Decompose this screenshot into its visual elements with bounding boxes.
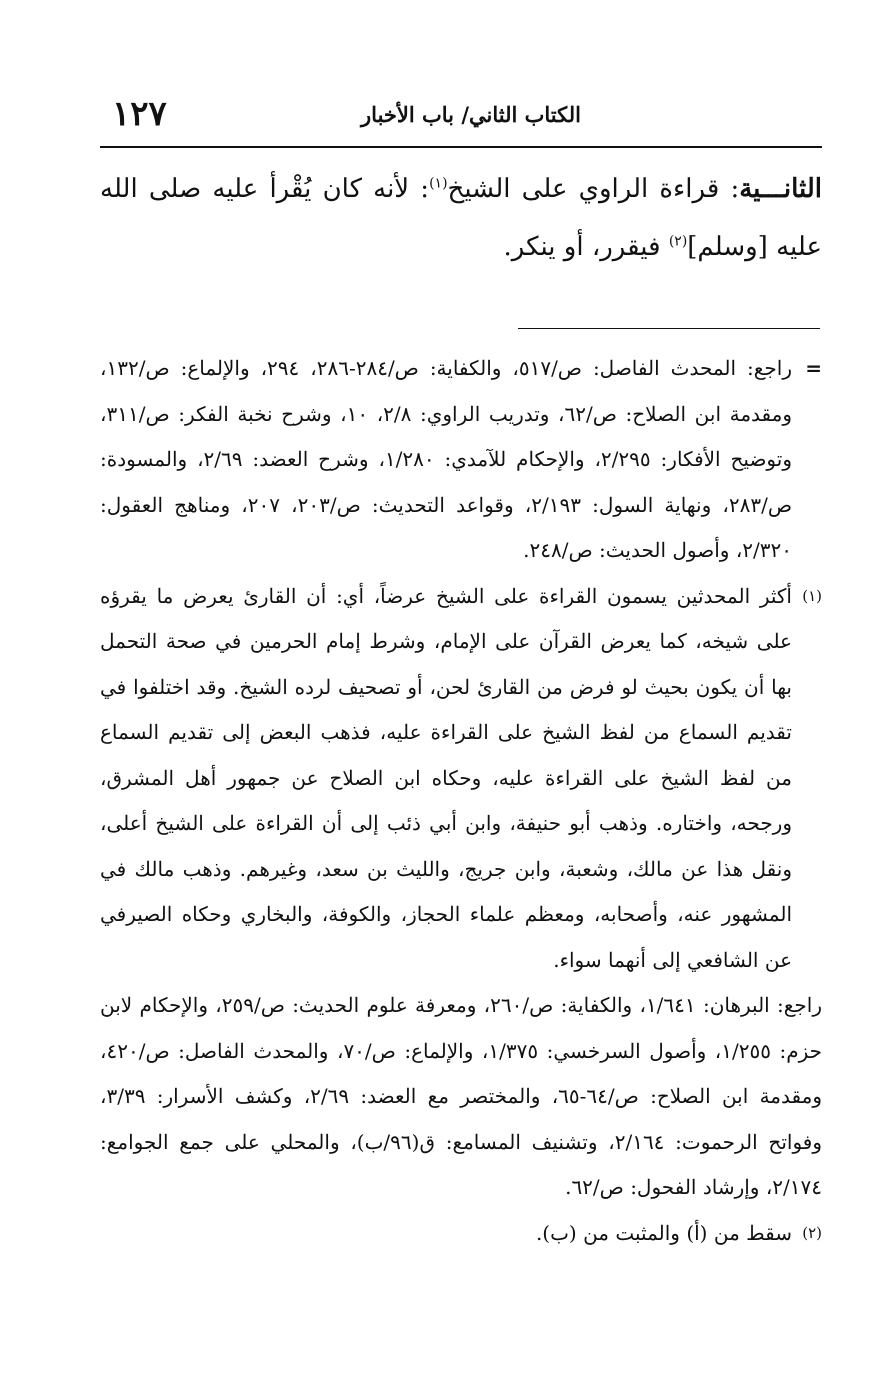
footnote-1-refs-text: راجع: البرهان: ١/٦٤١، والكفاية: ص/٢٦٠، ومعرفة علوم الحديث: ص/٢٥٩، والإحكام لابن حزم: ١/٢٥٥، وأصول السرخسي: ١/٣٧٥، والإلماع: ص/٧٠، والمحدث الفاصل: ص/٤٢٠، ومقدمة ابن الصلاح: ص/٦٤-٦٥، والمختصر مع العضد: ٢/٦٩، وكشف الأسرار: ٣/٣٩، وفواتح الرحموت: ٢/١٦٤، وتشنيف المسامع: ق(٩٦/ب)، والمحلي على جمع الجوامع: ٢/١٧٤، وإرشاد الفحول: ص/٦٢. [100, 993, 822, 1199]
page-header [100, 88, 822, 138]
footnotes-section [100, 346, 822, 1256]
footnote-divider [518, 328, 820, 329]
footnote-ref-2[interactable]: (٢) [668, 233, 688, 250]
footnote-1 [100, 574, 822, 984]
running-title: الكتاب الثاني/ باب الأخبار [361, 102, 581, 127]
main-paragraph [100, 160, 822, 276]
footnote-2-text: سقط من (أ) والمثبت من (ب). [535, 1220, 792, 1245]
main-text-part-2: : لأنه كان يُقْرأ عليه صلى الله عليه [وسلم] [100, 174, 822, 262]
main-text-part-1: : قراءة الراوي على الشيخ [447, 174, 740, 204]
main-text-part-3: فيقرر، أو ينكر. [503, 232, 669, 262]
footnote-1-references [100, 983, 822, 1211]
footnote-continuation [100, 346, 822, 574]
footnote-1-mark: (١) [802, 586, 822, 605]
page-number: ١٢٧ [112, 94, 167, 134]
footnote-1-text: أكثر المحدثين يسمون القراءة على الشيخ عرضاً، أي: أن القارئ يعرض ما يقرؤه على شيخه، كما يعرض القرآن على الإمام، وشرط إمام الحرمين في صحة التحمل بها أن يكون بحيث لو فرض من القارئ لحن، أو تصحيف لرده الشيخ. وقد اختلفوا في تقديم السماع من لفظ الشيخ على القراءة عليه، فذهب البعض إلى تقديم السماع من لفظ الشيخ على القراءة عليه، وحكاه ابن الصلاح عن جمهور أهل المشرق، ورجحه، واختاره. وذهب أبو حنيفة، وابن أبي ذئب إلى أن القراءة على الشيخ أعلى، ونقل هذا عن مالك، وشعبة، وابن جريج، والليث بن سعد، وغيرهم. وذهب مالك في المشهور عنه، وأصحابه، ومعظم علماء الحجاز، والكوفة، والبخاري وحكاه الصيرفي عن الشافعي إلى أنهما سواء. [100, 583, 792, 972]
footnote-2-mark: (٢) [802, 1223, 822, 1242]
continuation-mark: = [805, 356, 822, 380]
footnote-ref-1[interactable]: (١) [429, 175, 448, 192]
header-divider [100, 146, 822, 148]
footnote-2 [100, 1211, 822, 1257]
paragraph-lead-word: الثانـــية [739, 174, 822, 204]
continuation-text: راجع: المحدث الفاصل: ص/٥١٧، والكفاية: ص/٢٨٤-٢٨٦، ٢٩٤، والإلماع: ص/١٣٢، ومقدمة ابن الصلاح: ص/٦٢، وتدريب الراوي: ٢/٨، ١٠، وشرح نخبة الفكر: ص/٣١١، وتوضيح الأفكار: ٢/٢٩٥، والإحكام للآمدي: ١/٢٨٠، وشرح العضد: ٢/٦٩، والمسودة: ص/٢٨٣، ونهاية السول: ٢/١٩٣، وقواعد التحديث: ص/٢٠٣، ٢٠٧، ومناهج العقول: ٢/٣٢٠، وأصول الحديث: ص/٢٤٨. [100, 356, 793, 562]
